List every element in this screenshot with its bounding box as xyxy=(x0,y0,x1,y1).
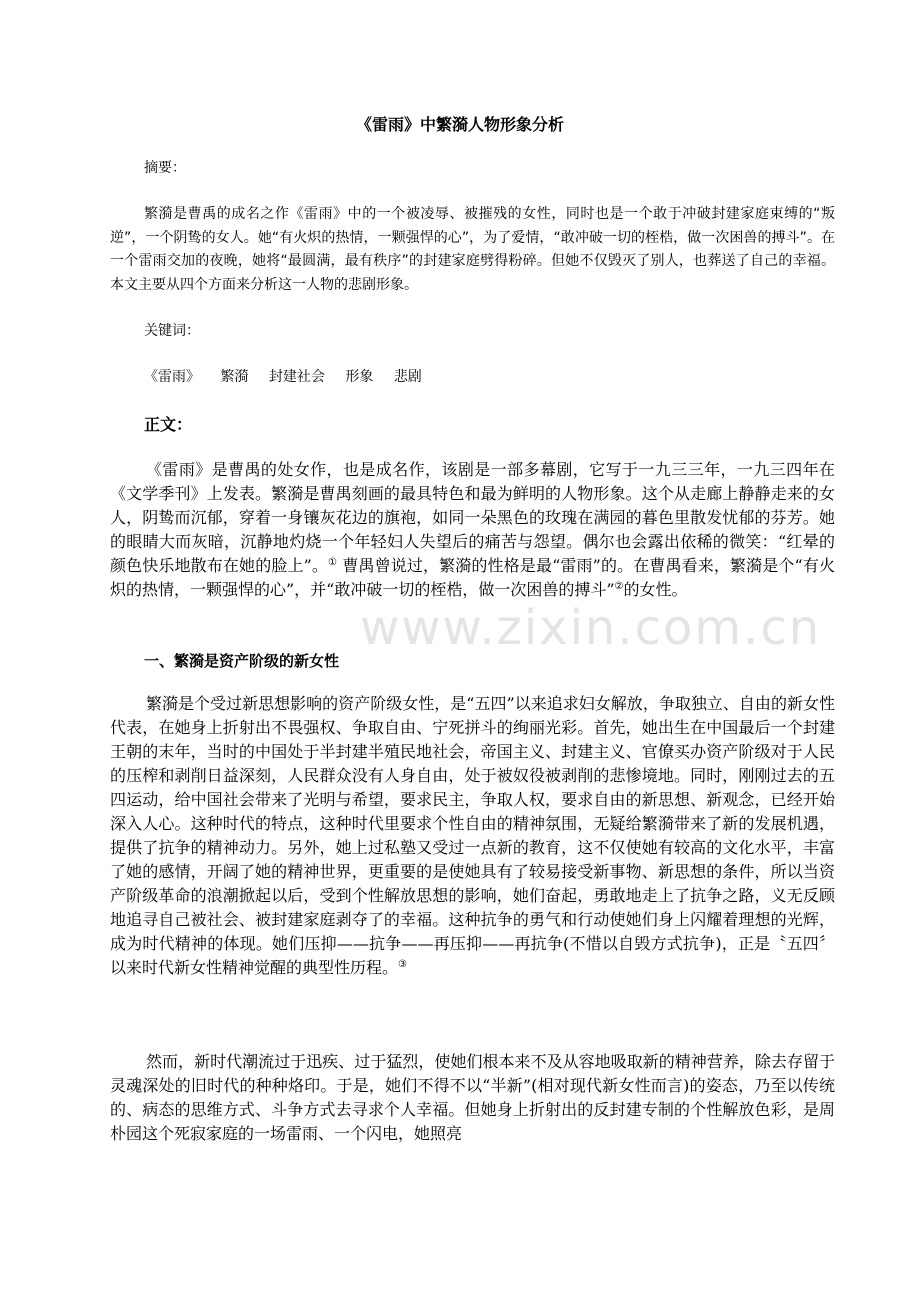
keyword-item: 繁漪 xyxy=(220,369,249,385)
intro-text-3: 的女性。 xyxy=(623,580,688,599)
keywords-list xyxy=(144,366,438,386)
section-text-1: 繁漪是个受过新思想影响的资产阶级女性，是“五四”以来追求妇女解放，争取独立、自由的新女性代表，在她身上折射出不畏强权、争取自由、宁死拼斗的绚丽光彩。首先，她出生在中国最后一个封建王朝的末年，当时的中国处于半封建半殖民地社会，帝国主义、封建主义、官僚买办资产阶级对于人民的压榨和剥削日益深刻，人民群众没有人身自由，处于被奴役被剥削的悲惨境地。同时，刚刚过去的五四运动，给中国社会带来了光明与希望，要求民主，争取人权，要求自由的新思想、新观念，已经开始深入人心。这种时代的特点，这种时代里要求个性自由的精神氛围，无疑给繁漪带来了新的发展机遇，提供了抗争的精神动力。另外，她上过私塾又受过一点新的教育，这不仅使她有较高的文化水平，丰富了她的感情，开阔了她的精神世界，更重要的是使她具有了较易接受新事物、新思想的条件，所以当资产阶级革命的浪潮掀起以后，受到个性解放思想的影响，她们奋起，勇敢地走上了抗争之路，义无反顾地追寻自己被社会、被封建家庭剥夺了的幸福。这种抗争的勇气和行动使她们身上闪耀着理想的光辉，成为时代精神的体现。她们压抑——抗争——再压抑——再抗争(不惜以自毁方式抗争)，正是〝五四〞以来时代新女性精神觉醒的典型性历程。 xyxy=(110,694,835,977)
keyword-item: 《雷雨》 xyxy=(144,369,200,385)
document-title: 《雷雨》中繁漪人物形象分析 xyxy=(355,115,564,134)
section-paragraph-1 xyxy=(110,692,835,980)
keyword-item: 形象 xyxy=(345,369,374,385)
footnote-ref-3: ③ xyxy=(398,959,407,970)
watermark: www.zixin.com.cn xyxy=(360,600,822,656)
keywords-label: 关键词： xyxy=(144,323,200,339)
abstract-label: 摘要： xyxy=(144,160,186,176)
intro-text-2: 曹禺曾说过，繁漪的性格是最“雷雨”的。在曹禺看来，繁漪是个“有火炽的热情，一颗强悍的心”，并“敢冲破一切的桎梏，做一次困兽的搏斗” xyxy=(110,556,835,599)
intro-text-1: 《雷雨》是曹禺的处女作，也是成名作，该剧是一部多幕剧，它写于一九三三年，一九三四年在《文学季刊》上发表。繁漪是曹禺刻画的最具特色和最为鲜明的人物形象。这个从走廊上静静走来的女人，阴鸷而沉郁，穿着一身镶灰花边的旗袍，如同一朵黑色的玫瑰在满园的暮色里散发忧郁的芬芳。她的眼睛大而灰暗，沉静地灼烧一个年轻妇人失望后的痛苦与怨望。偶尔也会露出依稀的微笑：“红晕的颜色快乐地散布在她的脸上”。 xyxy=(110,460,835,575)
keyword-item: 封建社会 xyxy=(268,369,325,385)
footnote-ref-2: ② xyxy=(614,581,624,592)
section-heading: 一、繁漪是资产阶级的新女性 xyxy=(144,652,340,670)
section-paragraph-2: 然而，新时代潮流过于迅疾、过于猛烈，使她们根本来不及从容地吸取新的精神营养，除去存留于灵魂深处的旧时代的种种烙印。于是，她们不得不以“半新”(相对现代新女性而言)的姿态，乃至以传统的、病态的思维方式、斗争方式去寻求个人幸福。但她身上折射出的反封建专制的个性解放色彩，是周朴园这个死寂家庭的一场雷雨、一个闪电，她照亮 xyxy=(110,1052,835,1143)
intro-paragraph xyxy=(110,458,835,602)
abstract-text: 繁漪是曹禹的成名之作《雷雨》中的一个被凌辱、被摧残的女性，同时也是一个敢于冲破封建家庭束缚的“叛逆”，一个阴鸷的女人。她“有火炽的热情，一颗强悍的心”，为了爱情，“敢冲破一切的桎梏，做一次困兽的搏斗”。在一个雷雨交加的夜晚，她将“最圆满，最有秩序”的封建家庭劈得粉碎。但她不仅毁灭了别人，也葬送了自己的幸福。本文主要从四个方面来分析这一人物的悲剧形象。 xyxy=(110,206,835,293)
body-label: 正文： xyxy=(144,415,193,434)
footnote-ref-1: ① xyxy=(328,557,338,568)
keyword-item: 悲剧 xyxy=(393,369,422,385)
